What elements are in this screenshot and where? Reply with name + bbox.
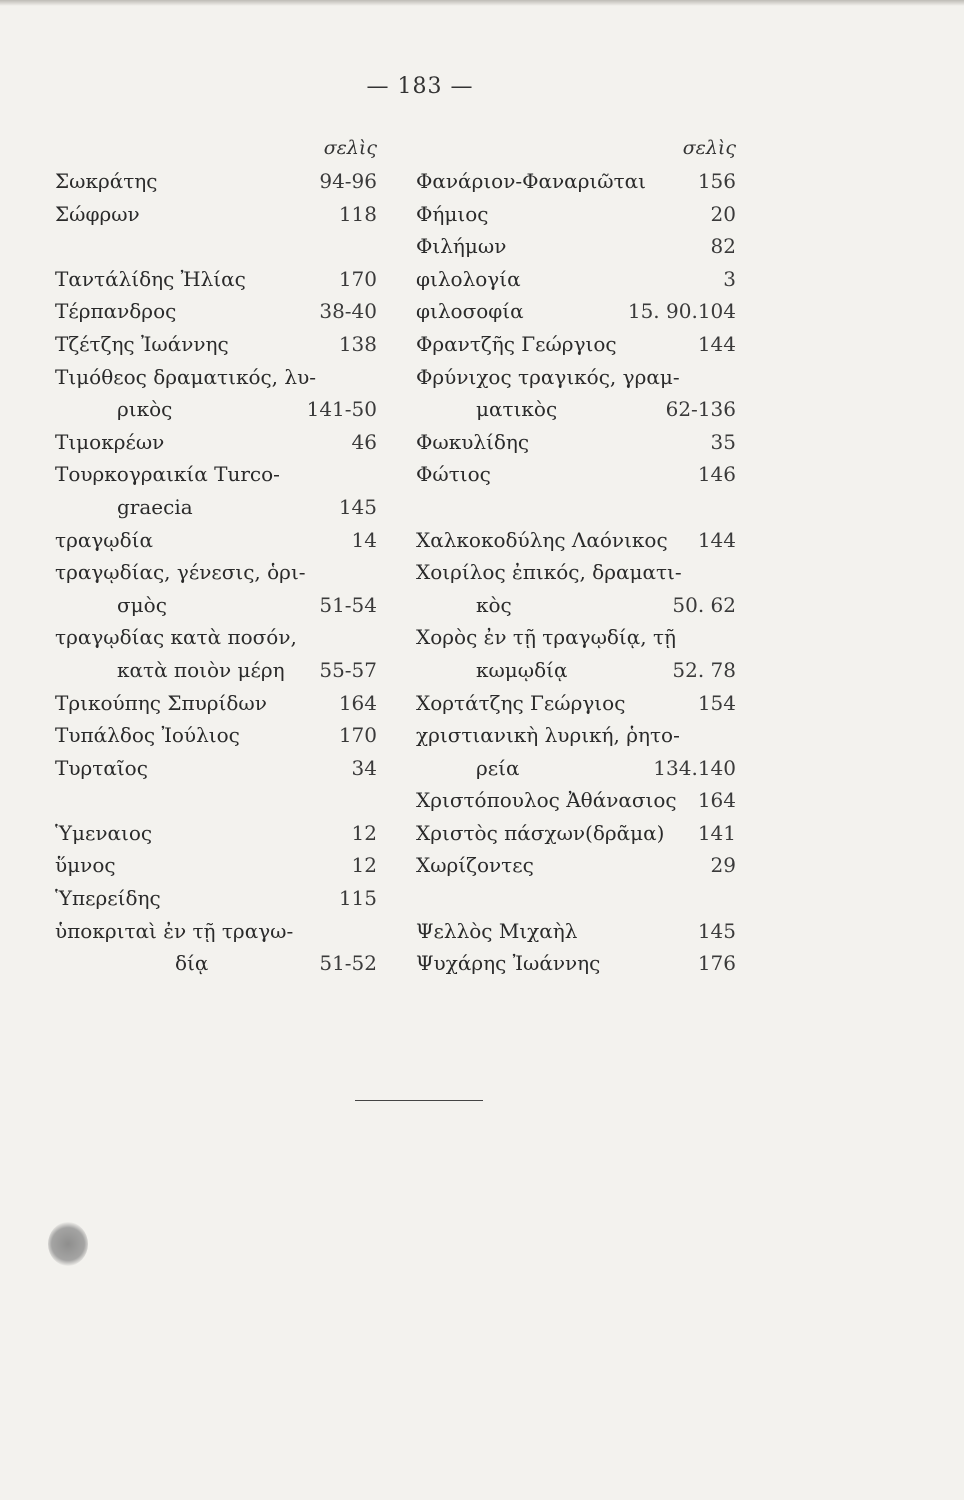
entry-line bbox=[55, 458, 377, 491]
entry-term: χριστιανικὴ λυρική, ῥητο- bbox=[416, 723, 680, 748]
page-number: — 183 — bbox=[366, 74, 474, 99]
entry-line bbox=[416, 328, 736, 361]
entry-pages: 141 bbox=[697, 820, 736, 845]
entry-line bbox=[416, 719, 736, 752]
index-entry bbox=[416, 295, 736, 328]
entry-pages: 118 bbox=[338, 201, 377, 226]
entry-line bbox=[55, 165, 377, 198]
entry-term: Ταντάλίδης Ἠλίας bbox=[55, 266, 246, 291]
entry-term: Ὑπερείδης bbox=[55, 886, 161, 911]
entry-continuation-line bbox=[416, 393, 736, 426]
column-header-right: σελὶς bbox=[682, 137, 736, 159]
index-entry bbox=[55, 458, 377, 523]
index-entry bbox=[416, 915, 736, 948]
entry-term: Φιλήμων bbox=[416, 234, 507, 259]
index-entry bbox=[55, 915, 377, 980]
entry-pages: 29 bbox=[710, 853, 736, 878]
ink-stain bbox=[48, 1222, 88, 1266]
entry-term: Φρύνιχος τραγικός, γραμ- bbox=[416, 364, 680, 389]
entry-term: Χριστόπουλος Ἀθάνασιος bbox=[416, 788, 677, 813]
entry-line bbox=[416, 915, 736, 948]
index-entry bbox=[55, 719, 377, 752]
entry-line bbox=[55, 621, 377, 654]
entry-term: Τζέτζης Ἰωάννης bbox=[55, 331, 229, 356]
entry-pages: 138 bbox=[338, 331, 377, 356]
entry-term: ὕμνος bbox=[55, 853, 116, 878]
entry-term: Τυπάλδος Ἰούλιος bbox=[55, 723, 240, 748]
entry-term: κὸς bbox=[476, 592, 512, 617]
index-entry bbox=[55, 165, 377, 198]
entry-pages: 115 bbox=[338, 886, 377, 911]
column-header-left: σελὶς bbox=[323, 137, 377, 159]
index-entry bbox=[55, 524, 377, 557]
page-edge-shadow bbox=[0, 0, 964, 6]
entry-line bbox=[55, 817, 377, 850]
index-entry bbox=[416, 556, 736, 621]
index-entry bbox=[416, 458, 736, 491]
entry-term: κωμῳδίᾳ bbox=[476, 657, 568, 682]
entry-pages: 12 bbox=[351, 853, 377, 878]
entry-pages: 170 bbox=[338, 266, 377, 291]
index-entry bbox=[55, 556, 377, 621]
entry-line bbox=[55, 882, 377, 915]
entry-pages: 144 bbox=[697, 331, 736, 356]
entry-line bbox=[416, 230, 736, 263]
entry-pages: 62-136 bbox=[665, 397, 736, 422]
entry-line bbox=[55, 915, 377, 948]
index-entry bbox=[55, 263, 377, 296]
entry-pages: 34 bbox=[351, 755, 377, 780]
entry-pages: 52. 78 bbox=[672, 657, 736, 682]
index-entry bbox=[416, 687, 736, 720]
entry-pages: 146 bbox=[697, 462, 736, 487]
index-entry bbox=[416, 263, 736, 296]
entry-pages: 94-96 bbox=[319, 169, 377, 193]
index-entry bbox=[416, 784, 736, 817]
entry-line bbox=[416, 263, 736, 296]
entry-pages: 51-54 bbox=[319, 592, 377, 617]
entry-term: Τιμοκρέων bbox=[55, 429, 165, 454]
index-entry bbox=[416, 361, 736, 426]
index-entry bbox=[55, 621, 377, 686]
entry-term: τραγῳδίας κατὰ ποσόν, bbox=[55, 625, 297, 650]
entry-term: φιλοσοφία bbox=[416, 299, 524, 324]
index-entry bbox=[416, 621, 736, 686]
entry-term: Φραντζῆς Γεώργιος bbox=[416, 331, 617, 356]
entry-term: Χαλκοκοδύλης Λαόνικος bbox=[416, 527, 668, 552]
index-entry bbox=[55, 687, 377, 720]
index-entry bbox=[416, 817, 736, 850]
entry-pages: 164 bbox=[338, 690, 377, 715]
index-entry bbox=[416, 426, 736, 459]
entry-pages: 35 bbox=[710, 429, 736, 454]
index-entry bbox=[416, 230, 736, 263]
entry-line bbox=[55, 524, 377, 557]
entry-line bbox=[55, 295, 377, 328]
entry-continuation-line bbox=[55, 947, 377, 980]
entry-continuation-line bbox=[55, 589, 377, 622]
entry-term: κατὰ ποιὸν μέρη bbox=[117, 657, 285, 682]
entry-term: Τιμόθεος δραματικός, λυ- bbox=[55, 364, 316, 389]
index-entry bbox=[416, 198, 736, 231]
index-column-left bbox=[55, 132, 377, 980]
entry-continuation-line bbox=[416, 589, 736, 622]
entry-line bbox=[416, 817, 736, 850]
entry-pages: 134.140 bbox=[653, 755, 736, 780]
entry-line bbox=[416, 361, 736, 394]
entry-line bbox=[416, 784, 736, 817]
entry-term: Φωκυλίδης bbox=[416, 429, 530, 454]
entry-pages: 15. 90.104 bbox=[627, 299, 736, 324]
entry-line bbox=[55, 687, 377, 720]
entry-term: ρικὸς bbox=[117, 397, 173, 422]
section-gap bbox=[55, 230, 377, 263]
index-entry bbox=[55, 328, 377, 361]
entry-term: Τυρταῖος bbox=[55, 755, 148, 780]
entry-line bbox=[416, 524, 736, 557]
entry-pages: 156 bbox=[697, 169, 736, 193]
entry-term: Ὑμεναιος bbox=[55, 820, 153, 845]
entry-line bbox=[416, 687, 736, 720]
entry-term: Φήμιος bbox=[416, 201, 489, 226]
entry-term: Ψελλὸς Μιχαὴλ bbox=[416, 918, 578, 943]
section-gap bbox=[416, 491, 736, 524]
entry-pages: 38-40 bbox=[319, 299, 377, 324]
index-entry bbox=[416, 849, 736, 882]
index-entry bbox=[416, 328, 736, 361]
index-entry bbox=[55, 361, 377, 426]
entry-term: Χορτάτζης Γεώργιος bbox=[416, 690, 626, 715]
entry-term: φιλολογία bbox=[416, 266, 521, 291]
entry-continuation-line bbox=[55, 491, 377, 524]
entry-term: graecia bbox=[117, 494, 193, 519]
entry-term: Τουρκογραικία Turco- bbox=[55, 462, 280, 487]
entry-line bbox=[416, 458, 736, 491]
entry-pages: 141-50 bbox=[306, 397, 377, 422]
entry-term: Σώφρων bbox=[55, 201, 140, 226]
entry-term: Χορὸς ἐν τῇ τραγῳδίᾳ, τῇ bbox=[416, 625, 677, 650]
entry-line bbox=[55, 198, 377, 231]
entry-line bbox=[55, 719, 377, 752]
entry-line bbox=[55, 752, 377, 785]
index-entry bbox=[416, 524, 736, 557]
index-entry bbox=[55, 849, 377, 882]
entry-term: Ψυχάρης Ἰωάννης bbox=[416, 951, 601, 976]
entry-term: τραγῳδία bbox=[55, 527, 153, 552]
index-entry bbox=[55, 198, 377, 231]
entry-term: ματικὸς bbox=[476, 397, 558, 422]
entry-term: δίᾳ bbox=[175, 951, 209, 976]
entry-pages: 82 bbox=[710, 234, 736, 259]
entry-line bbox=[416, 165, 736, 198]
entry-term: Χοιρίλος ἐπικός, δραματι- bbox=[416, 560, 682, 585]
index-list-left bbox=[55, 165, 377, 980]
entry-pages: 145 bbox=[338, 494, 377, 519]
index-column-right bbox=[416, 132, 736, 980]
entry-line bbox=[416, 295, 736, 328]
entry-term: Τέρπανδρος bbox=[55, 299, 177, 324]
entry-line bbox=[416, 947, 736, 980]
entry-pages: 164 bbox=[697, 788, 736, 813]
entry-pages: 12 bbox=[351, 820, 377, 845]
entry-term: ρεία bbox=[476, 755, 520, 780]
index-entry bbox=[55, 817, 377, 850]
entry-pages: 170 bbox=[338, 723, 377, 748]
entry-pages: 144 bbox=[697, 527, 736, 552]
entry-line bbox=[55, 556, 377, 589]
entry-pages: 51-52 bbox=[319, 951, 377, 976]
entry-term: Φανάριον-Φαναριῶται bbox=[416, 169, 647, 193]
index-entry bbox=[55, 752, 377, 785]
entry-line bbox=[55, 849, 377, 882]
index-entry bbox=[55, 426, 377, 459]
entry-term: σμὸς bbox=[117, 592, 167, 617]
entry-line bbox=[416, 849, 736, 882]
entry-pages: 20 bbox=[710, 201, 736, 226]
entry-term: Σωκράτης bbox=[55, 169, 158, 193]
end-rule bbox=[355, 1100, 483, 1101]
entry-continuation-line bbox=[55, 654, 377, 687]
entry-term: Φώτιος bbox=[416, 462, 491, 487]
section-gap bbox=[55, 784, 377, 817]
index-entry bbox=[416, 719, 736, 784]
entry-line bbox=[416, 426, 736, 459]
index-entry bbox=[55, 882, 377, 915]
index-list-right bbox=[416, 165, 736, 980]
entry-line bbox=[55, 361, 377, 394]
entry-pages: 154 bbox=[697, 690, 736, 715]
entry-pages: 14 bbox=[351, 527, 377, 552]
entry-pages: 55-57 bbox=[319, 657, 377, 682]
entry-term: Χριστὸς πάσχων(δρᾶμα) bbox=[416, 820, 665, 845]
entry-continuation-line bbox=[416, 654, 736, 687]
section-gap bbox=[416, 882, 736, 915]
entry-line bbox=[416, 198, 736, 231]
entry-term: Χωρίζοντες bbox=[416, 853, 534, 878]
entry-pages: 3 bbox=[723, 266, 736, 291]
entry-term: ὑποκριταὶ ἐν τῇ τραγω- bbox=[55, 918, 294, 943]
entry-term: τραγῳδίας, γένεσις, ὁρι- bbox=[55, 560, 306, 585]
entry-line bbox=[55, 328, 377, 361]
entry-continuation-line bbox=[416, 752, 736, 785]
entry-line bbox=[416, 621, 736, 654]
index-entry bbox=[416, 947, 736, 980]
entry-pages: 50. 62 bbox=[672, 592, 736, 617]
entry-line bbox=[55, 426, 377, 459]
entry-line bbox=[55, 263, 377, 296]
entry-continuation-line bbox=[55, 393, 377, 426]
entry-pages: 46 bbox=[351, 429, 377, 454]
entry-pages: 145 bbox=[697, 918, 736, 943]
entry-pages: 176 bbox=[697, 951, 736, 976]
entry-term: Τρικούπης Σπυρίδων bbox=[55, 690, 267, 715]
index-entry bbox=[416, 165, 736, 198]
entry-line bbox=[416, 556, 736, 589]
index-entry bbox=[55, 295, 377, 328]
